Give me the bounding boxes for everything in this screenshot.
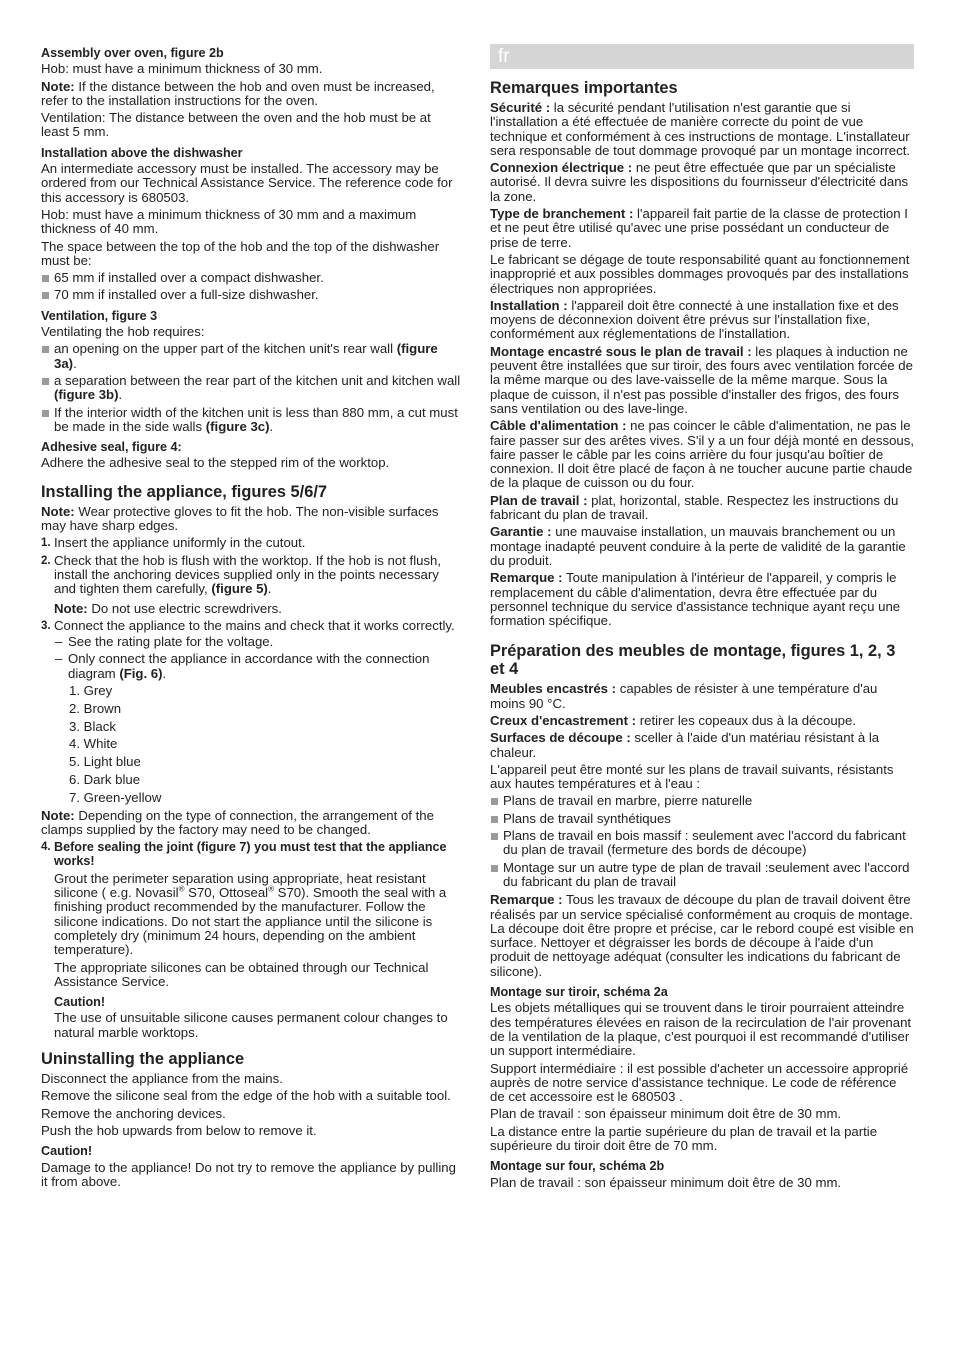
preparation-heading: Préparation des meubles de montage, figures 1, 2, 3 et 4 <box>490 642 896 679</box>
installing-note: Note: Wear protective gloves to fit the hob. The non-visible surfaces may have sharp edges. <box>41 503 439 534</box>
four-text: Plan de travail : son épaisseur minimum doit être de 30 mm. <box>490 1174 842 1190</box>
assembly-oven-text: Hob: must have a minimum thickness of 30 mm. <box>41 61 323 77</box>
step-3: 3. Connect the appliance to the mains and check that it works correctly. – See the rating plate for the voltage. – Only connect the appliance in accordance with the connection diagram (Fig. 6). 1. Grey 2. Brown 3. Black 4. White 5. Light blue 6. Dark blue 7. Green-yellow <box>41 619 461 805</box>
cable-para: Câble d'alimentation : ne pas coincer le câble d'alimentation, ne pas le faire passer sur des arêtes vives. S'il y a un four déjà monté en dessous, faire passer le câble par les coins arrière du four jusqu'au boîtier de connexion. Il doit être placé de façon à ne toucher aucune partie chaude de la plaque de cuisson ou du four. <box>490 418 915 491</box>
plans-list <box>490 794 914 889</box>
remarque-para: Remarque : Toute manipulation à l'intérieur de l'appareil, y compris le remplacement du câble d'alimentation, devra être effectuée par du personnel technique du service d'assistance technique ayant reçu une formation spécifique. <box>490 570 901 629</box>
list-item: an opening on the upper part of the kitchen unit's rear wall (figure 3a). <box>41 342 461 371</box>
language-bar <box>490 44 914 69</box>
plan-para: Plan de travail : plat, horizontal, stable. Respectez les instructions du fabricant du plan de travail. <box>490 492 899 523</box>
installing-steps-cont <box>41 840 461 1040</box>
list-item: Plans de travail en marbre, pierre naturelle <box>490 794 914 808</box>
dishwasher-heading: Installation above the dishwasher <box>41 145 243 160</box>
remarque2-para: Remarque : Tous les travaux de découpe du plan de travail doivent être réalisés par un service spécialisé conformément au croquis de montage. La découpe doit être propre et précise, car le rebord coupé est visible en surface. Nettoyer et dégraisser les bords de découpe à l'aide d'un produit de nettoyage adéquat (consulter les indications du fabricant de silicone). <box>490 892 914 979</box>
adhesive-heading: Adhesive seal, figure 4: <box>41 440 182 455</box>
list-item: 5. Light blue <box>69 754 141 770</box>
step-2: 2. Check that the hob is flush with the worktop. If the hob is not flush, install the anchoring devices supplied only in the points necessary and tighten them carefully, (figure 5). Note: Do not use electric screwdrivers. <box>41 554 461 616</box>
dishwasher-p3: The space between the top of the hob and the top of the dishwasher must be: <box>41 238 440 268</box>
remarques-heading: Remarques importantes <box>490 79 678 97</box>
tiroir-p1: Les objets métalliques qui se trouvent dans le tiroir pourraient atteindre des températures élevées en raison de la recirculation de l'air provenant de la ventilation de la plaque, c'est pourquoi il est recommandé d'utiliser un support intermédiaire. <box>490 1000 912 1059</box>
four-heading: Montage sur four, schéma 2b <box>490 1159 665 1174</box>
surfaces-para: Surfaces de découpe : sceller à l'aide d'un matériau résistant à la chaleur. <box>490 730 880 760</box>
assembly-oven-heading: Assembly over oven, figure 2b <box>41 46 224 60</box>
uninstall-p4: Push the hob upwards from below to remove it. <box>41 1122 317 1138</box>
list-item: Plans de travail synthétiques <box>490 812 914 826</box>
securite-para: Sécurité : la sécurité pendant l'utilisation n'est garantie que si l'installation a été effectuée de manière correcte du point de vue technique et conformément à ces instructions de montage. L'installateur sera responsable de tout dommage provoqué par un montage incorrect. <box>490 100 911 158</box>
adhesive-text: Adhere the adhesive seal to the stepped rim of the worktop. <box>41 455 390 471</box>
ventilation-intro: Ventilating the hob requires: <box>41 324 205 340</box>
assembly-oven-note: Note: If the distance between the hob and oven must be increased, refer to the installation instructions for the oven. <box>41 78 435 108</box>
installing-steps <box>41 536 461 805</box>
note-label: Note: <box>41 78 75 94</box>
list-item: 70 mm if installed over a full-size dishwasher. <box>41 288 461 302</box>
wire-color-list <box>54 684 461 805</box>
ventilation-list <box>41 342 461 434</box>
list-item: If the interior width of the kitchen unit is less than 880 mm, a cut must be made in the side walls (figure 3c). <box>41 406 461 435</box>
uninstall-p1: Disconnect the appliance from the mains. <box>41 1071 283 1087</box>
uninstall-heading: Uninstalling the appliance <box>41 1050 245 1069</box>
tiroir-p3: Plan de travail : son épaisseur minimum doit être de 30 mm. <box>490 1106 842 1122</box>
list-item: a separation between the rear part of the kitchen unit and kitchen wall (figure 3b). <box>41 374 461 403</box>
plans-intro: L'appareil peut être monté sur les plans de travail suivants, résistants aux hautes températures et à l'eau : <box>490 761 894 792</box>
list-item: 6. Dark blue <box>69 771 141 787</box>
tiroir-p4: La distance entre la partie supérieure du plan de travail et la partie supérieure du tiroir doit être de 70 mm. <box>490 1123 878 1153</box>
tiroir-heading: Montage sur tiroir, schéma 2a <box>490 985 668 1000</box>
list-item: 65 mm if installed over a compact dishwasher. <box>41 271 461 285</box>
caution-label: Caution! <box>41 1144 93 1159</box>
connexion-para: Connexion électrique : ne peut être effectuée que par un spécialiste autorisé. Il devra suivre les dispositions du fournisseur d'électricité dans la zone. <box>490 160 909 204</box>
dishwasher-p2: Hob: must have a minimum thickness of 30 mm and a maximum thickness of 40 mm. <box>41 206 417 237</box>
garantie-para: Garantie : une mauvaise installation, un mauvais branchement ou un montage inadapté peuvent conduire à la perte de validité de la garantie du produit. <box>490 524 906 568</box>
list-item: Montage sur un autre type de plan de travail :seulement avec l'accord du fabricant du plan de travail <box>490 861 914 890</box>
dishwasher-p1: An intermediate accessory must be installed. The accessory may be ordered from our Technical Assistance Service. The reference code for this accessory is 680503. <box>41 161 453 205</box>
list-item: 3. Black <box>69 718 116 734</box>
list-item: 2. Brown <box>69 700 122 716</box>
list-item: 1. Grey <box>69 682 113 698</box>
language-tag: fr <box>498 46 510 67</box>
tiroir-p2: Support intermédiaire : il est possible d'acheter un accessoire approprié auprès de notre service d'assistance technique. Le code de référence de cet accessoire est le 680503 . <box>490 1060 909 1105</box>
clamps-note: Note: Depending on the type of connection, the arrangement of the clamps supplied by the factory may need to be changed. <box>41 807 434 837</box>
list-item: 7. Green-yellow <box>69 789 162 805</box>
meubles-para: Meubles encastrés : capables de résister à une température d'au moins 90 °C. <box>490 681 878 711</box>
step4-p2: The appropriate silicones can be obtained through our Technical Assistance Service. <box>54 959 429 989</box>
list-item: – Only connect the appliance in accordance with the connection diagram (Fig. 6). <box>54 652 461 681</box>
step4-caution: The use of unsuitable silicone causes permanent colour changes to natural marble worktops. <box>54 1010 448 1040</box>
step4-p1: Grout the perimeter separation using appropriate, heat resistant silicone ( e.g. Novasil® S70, Ottoseal® S70). Smooth the seal with a finishing product recommended by the manufacturer. Follow the silicone indications. Do not start the appliance until the silicone is completely dry (minimum 24 hours, depending on the ambient temperature). <box>54 870 447 958</box>
right-column <box>490 42 914 1193</box>
list-item: 4. White <box>69 736 118 752</box>
caution-label: Caution! <box>54 995 106 1010</box>
ventilation-heading: Ventilation, figure 3 <box>41 308 158 323</box>
branchement-para: Type de branchement : l'appareil fait partie de la classe de protection I et ne peut être utilisé qu'avec une prise possédant un conducteur de prise de terre. <box>490 206 908 250</box>
fabricant-para: Le fabricant se dégage de toute responsabilité quant au fonctionnement inapproprié et aux possibles dommages provoqués par des installations électriques non appropriées. <box>490 251 910 296</box>
list-item: – See the rating plate for the voltage. <box>54 635 461 649</box>
uninstall-p2: Remove the silicone seal from the edge of the hob with a suitable tool. <box>41 1088 451 1104</box>
installation-para: Installation : l'appareil doit être connecté à une installation fixe et des moyens de déconnexion doivent être prévus sur l'installation fixe, conformément aux réglementations de l'installation. <box>490 297 899 342</box>
left-column <box>41 42 461 1192</box>
ventilation-distance: Ventilation: The distance between the oven and the hob must be at least 5 mm. <box>41 110 431 140</box>
uninstall-caution: Damage to the appliance! Do not try to remove the appliance by pulling it from above. <box>41 1159 456 1189</box>
dishwasher-list <box>41 271 461 303</box>
installing-heading: Installing the appliance, figures 5/6/7 <box>41 482 328 501</box>
list-item: Plans de travail en bois massif : seulement avec l'accord du fabricant du plan de travail (fermeture des bords de découpe) <box>490 829 914 858</box>
step-4: 4. Before sealing the joint (figure 7) you must test that the appliance works! Grout the perimeter separation using appropriate, heat resistant silicone ( e.g. Novasil® S70, Ottoseal® S70). Smooth the seal with a finishing product recommended by the manufacturer. Follow the silicone indications. Do not start the appliance until the silicone is completely dry (minimum 24 hours, depending on the ambient temperature). The appropriate silicones can be obtained through our Technical Assistance Service. Caution! The use of unsuitable silicone causes permanent colour changes to natural marble worktops. <box>41 840 461 1040</box>
step-1: 1. Insert the appliance uniformly in the cutout. <box>41 535 306 551</box>
montage-para: Montage encastré sous le plan de travail : les plaques à induction ne peuvent être installées que sur tiroir, des fours avec ventilation forcée de la même marque ou des lave-vaisselle de la même marque. Sous la plaque de cuisson, il n'est pas possible d'installer des frigos, des fours sans ventilation ou des lave-linge. <box>490 343 913 416</box>
step3-dash-list <box>54 635 461 681</box>
uninstall-p3: Remove the anchoring devices. <box>41 1105 226 1121</box>
creux-para: Creux d'encastrement : retirer les copeaux dus à la découpe. <box>490 712 856 728</box>
step2-note: Note: Do not use electric screwdrivers. <box>54 600 282 616</box>
